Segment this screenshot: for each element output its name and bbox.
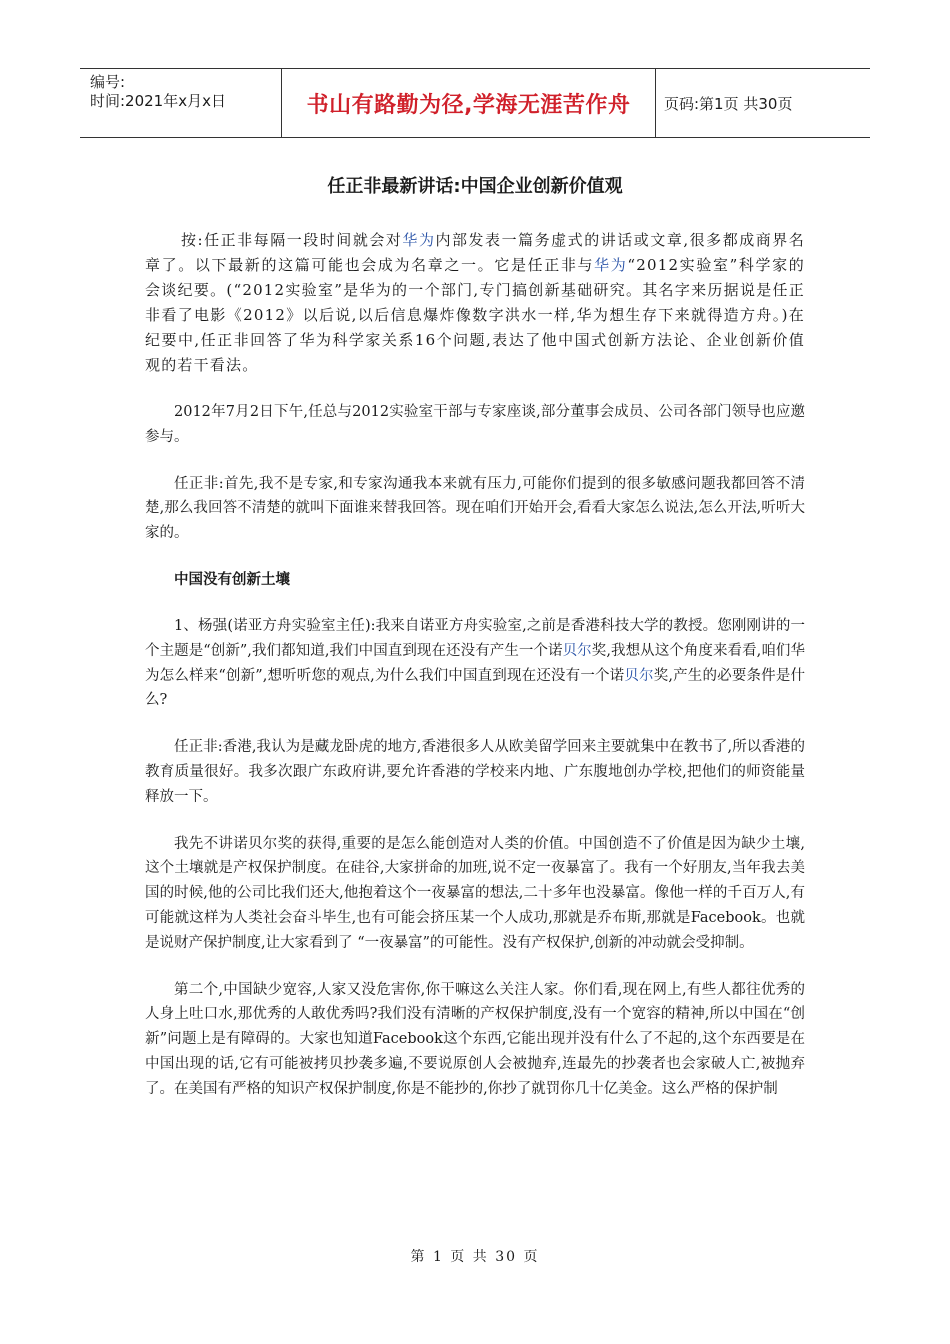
question-1-paragraph — [145, 614, 805, 713]
ren-paragraph-4: 第二个,中国缺少宽容,人家又没危害你,你干嘛这么关注人家。你们看,现在网上,有些人都往优秀的人身上吐口水,那优秀的人敢优秀吗?我们没有清晰的产权保护制度,没有一个宽容的精神,所以中国在“创新”问题上是有障碍的。大家也知道Facebook这个东西,它能出现并没有什么了不起的,这个东西要是在中国出现的话,它有可能被拷贝抄袭多遍,不要说原创人会被抛弃,连最先的抄袭者也会家破人亡,被抛弃了。在美国有严格的知识产权保护制度,你是不能抄的,你抄了就罚你几十亿美金。这么严格的保护制 — [145, 981, 805, 1097]
header-meta — [80, 69, 282, 137]
section-subheading: 中国没有创新土壤 — [174, 571, 290, 588]
intro-text-1: 按:任正非每隔一段时间就会对 — [181, 231, 403, 249]
document-header — [80, 68, 870, 138]
intro-text-2: 内部发表一篇务虚式的讲话或文章,很多都成商界名章了。以下最新的这篇可能也会成为名章之一。它是任正非与 — [145, 231, 806, 274]
q1-text-a: 1、杨强(诺亚方舟实验室主任):我来自诺亚方舟实验室,之前是香港科技大学的教授。您刚刚讲的一个主题是“创新”,我们都知道,我们中国直到现在还没有产生一个诺 — [145, 617, 805, 659]
page-footer: 第 1 页 共 30 页 — [410, 1249, 540, 1265]
date-paragraph: 2012年7月2日下午,任总与2012实验室干部与专家座谈,部分董事会成员、公司各部门领导也应邀参与。 — [145, 404, 805, 445]
ren-paragraph-2: 任正非:香港,我认为是藏龙卧虎的地方,香港很多人从欧美留学回来主要就集中在教书了,所以香港的教育质量很好。我多次跟广东政府讲,要允许香港的学校来内地、广东腹地创办学校,把他们的师资能量释放一下。 — [145, 739, 805, 805]
ren-paragraph-3: 我先不讲诺贝尔奖的获得,重要的是怎么能创造对人类的价值。中国创造不了价值是因为缺少土壤,这个土壤就是产权保护制度。在硅谷,大家拼命的加班,说不定一夜暴富了。我有一个好朋友,当年我去美国的时候,他的公司比我们还大,他抱着这个一夜暴富的想法,二十多年也没暴富。像他一样的千百万人,有可能就这样为人类社会奋斗毕生,也有可能会挤压某一个人成功,那就是乔布斯,那就是Facebook。也就是说财产保护制度,让大家看到了 “一夜暴富”的可能性。没有产权保护,创新的冲动就会受抑制。 — [145, 835, 805, 951]
q1-text-c: 奖,产生的必要条件是什么? — [145, 667, 806, 709]
document-title: 任正非最新讲话:中国企业创新价值观 — [327, 176, 623, 197]
number-label: 编号: — [90, 73, 126, 91]
nobel-link-1[interactable]: 贝尔 — [562, 642, 592, 659]
document-body — [145, 228, 805, 1102]
nobel-link-2[interactable]: 贝尔 — [624, 667, 654, 684]
huawei-link-2[interactable]: 华为 — [594, 256, 628, 274]
header-page-info: 页码:第1页 共30页 — [664, 94, 793, 113]
q1-text-b: 奖,我想从这个角度来看看,咱们华为怎么样来“创新”,想听听您的观点,为什么我们中国直到现在还没有一个诺 — [145, 642, 805, 684]
huawei-link-1[interactable]: 华为 — [402, 231, 436, 249]
date-label: 时间:2021年x月x日 — [90, 92, 226, 110]
intro-paragraph — [145, 228, 805, 378]
intro-text-3: “2012实验室”科学家的会谈纪要。(“2012实验室”是华为的一个部门,专门搞创新基础研究。其名字来历据说是任正非看了电影《2012》以后说,以后信息爆炸像数字洪水一样,华为想生存下来就得造方舟。)在纪要中,任正非回答了华为科学家关系16个问题,表达了他中国式创新方法论、企业创新价值观的若干看法。 — [145, 256, 805, 374]
ren-paragraph-1: 任正非:首先,我不是专家,和专家沟通我本来就有压力,可能你们提到的很多敏感问题我都回答不清楚,那么我回答不清楚的就叫下面谁来替我回答。现在咱们开始开会,看看大家怎么说法,怎么开法,听听大家的。 — [145, 475, 805, 542]
header-motto: 书山有路勤为径,学海无涯苦作舟 — [282, 69, 656, 137]
